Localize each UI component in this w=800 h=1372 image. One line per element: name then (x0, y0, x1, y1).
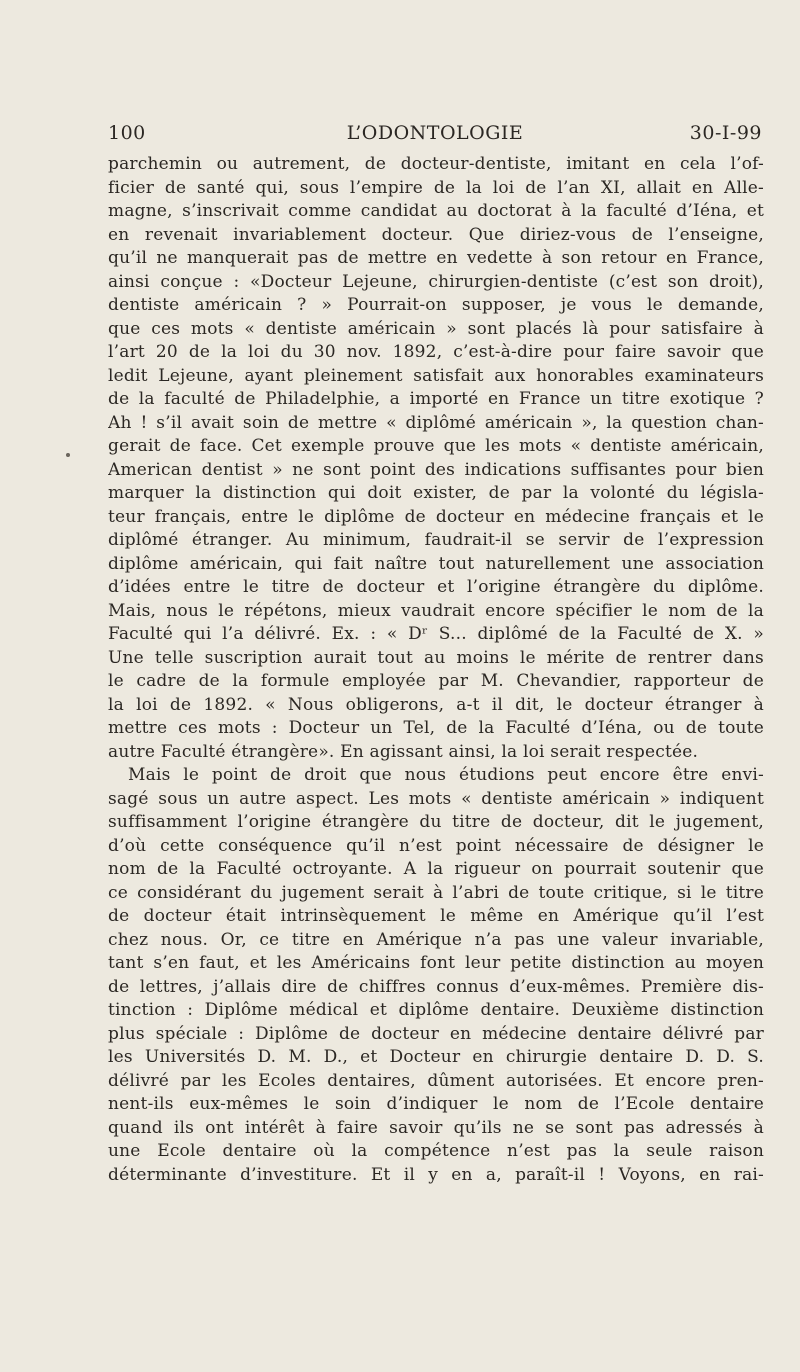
text-line: ficier de santé qui, sous l’empire de la loi de l’an XI, allait en Alle- (108, 177, 764, 198)
text-line: autre Faculté étrangère». En agissant ainsi, la loi serait respectée. (108, 741, 699, 762)
text-line: ce considérant du jugement serait à l’abri de toute critique, si le titre (108, 882, 764, 903)
running-head (108, 122, 762, 152)
text-line: ledit Lejeune, ayant pleinement satisfait aux honorables examinateurs (108, 365, 764, 386)
text-line: nom de la Faculté octroyante. A la rigueur on pourrait soutenir que (108, 859, 764, 879)
text-line: Une telle suscription aurait tout au moins le mérite de rentrer dans (108, 647, 764, 668)
issue-date: 30-I-99 (689, 122, 762, 144)
text-line: nent-ils eux-mêmes le soin d’indiquer le nom de l’Ecole dentaire (108, 1094, 764, 1114)
text-line: d’où cette conséquence qu’il n’est point nécessaire de désigner le (108, 835, 764, 856)
text-line: Faculté qui l’a délivré. Ex. : « Dʳ S... diplômé de la Faculté de X. » (108, 624, 764, 644)
text-line: plus spéciale : Diplôme de docteur en médecine dentaire délivré par (108, 1023, 764, 1044)
text-line: gerait de face. Cet exemple prouve que les mots « dentiste américain, (108, 436, 764, 456)
text-line: Mais le point de droit que nous étudions peut encore être envi- (128, 765, 764, 785)
journal-title: L’ODONTOLOGIE (346, 122, 524, 144)
text-line: dentiste américain ? » Pourrait-on supposer, je vous le demande, (108, 295, 764, 315)
text-line: les Universités D. M. D., et Docteur en chirurgie dentaire D. D. S. (108, 1047, 764, 1067)
text-line: tant s’en faut, et les Américains font leur petite distinction au moyen (108, 953, 764, 973)
text-line: Ah ! s’il avait soin de mettre « diplômé américain », la question chan- (108, 412, 764, 433)
text-line: que ces mots « dentiste américain » sont placés là pour satisfaire à (108, 318, 764, 339)
text-line: chez nous. Or, ce titre en Amérique n’a pas une valeur invariable, (108, 929, 764, 950)
text-line: la loi de 1892. « Nous obligerons, a-t il dit, le docteur étranger à (108, 694, 764, 715)
text-line: Mais, nous le répétons, mieux vaudrait encore spécifier le nom de la (108, 600, 764, 621)
margin-mark (66, 453, 70, 457)
text-line: en revenait invariablement docteur. Que diriez-vous de l’enseigne, (108, 224, 764, 245)
text-line: ainsi conçue : «Docteur Lejeune, chirurgien-dentiste (c’est son droit), (108, 271, 764, 292)
text-line: parchemin ou autrement, de docteur-dentiste, imitant en cela l’of- (108, 154, 764, 174)
text-line: qu’il ne manquerait pas de mettre en vedette à son retour en France, (108, 248, 764, 268)
text-line: magne, s’inscrivait comme candidat au doctorat à la faculté d’Iéna, et (108, 201, 764, 221)
text-line: marquer la distinction qui doit exister, de par la volonté du législa- (108, 483, 764, 503)
text-line: mettre ces mots : Docteur un Tel, de la Faculté d’Iéna, ou de toute (108, 718, 764, 738)
text-line: sagé sous un autre aspect. Les mots « dentiste américain » indiquent (108, 788, 764, 809)
text-line: diplômé étranger. Au minimum, faudrait-il se servir de l’expression (108, 530, 764, 550)
text-line: quand ils ont intérêt à faire savoir qu’ils ne se sont pas adressés à (108, 1117, 764, 1138)
text-line: une Ecole dentaire où la compétence n’est pas la seule raison (108, 1141, 764, 1161)
body-text (108, 153, 764, 1187)
text-line: teur français, entre le diplôme de docteur en médecine français et le (108, 506, 764, 527)
text-line: suffisamment l’origine étrangère du titre de docteur, dit le jugement, (108, 812, 764, 832)
text-line: diplôme américain, qui fait naître tout naturellement une association (108, 553, 764, 574)
text-line: d’idées entre le titre de docteur et l’origine étrangère du diplôme. (108, 577, 764, 597)
text-line: délivré par les Ecoles dentaires, dûment autorisées. Et encore pren- (108, 1070, 764, 1091)
text-line: de la faculté de Philadelphie, a importé en France un titre exotique ? (108, 389, 764, 409)
text-line: tinction : Diplôme médical et diplôme dentaire. Deuxième distinction (108, 1000, 764, 1020)
text-line: de lettres, j’allais dire de chiffres connus d’eux-mêmes. Première dis- (108, 976, 764, 997)
text-line: American dentist » ne sont point des indications suffisantes pour bien (108, 459, 764, 480)
text-line: de docteur était intrinsèquement le même en Amérique qu’il l’est (108, 906, 764, 926)
text-line: déterminante d’investiture. Et il y en a, paraît-il ! Voyons, en rai- (108, 1164, 764, 1185)
text-line: l’art 20 de la loi du 30 nov. 1892, c’est-à-dire pour faire savoir que (108, 342, 764, 362)
text-line: le cadre de la formule employée par M. Chevandier, rapporteur de (108, 671, 764, 691)
page-number: 100 (108, 122, 146, 144)
